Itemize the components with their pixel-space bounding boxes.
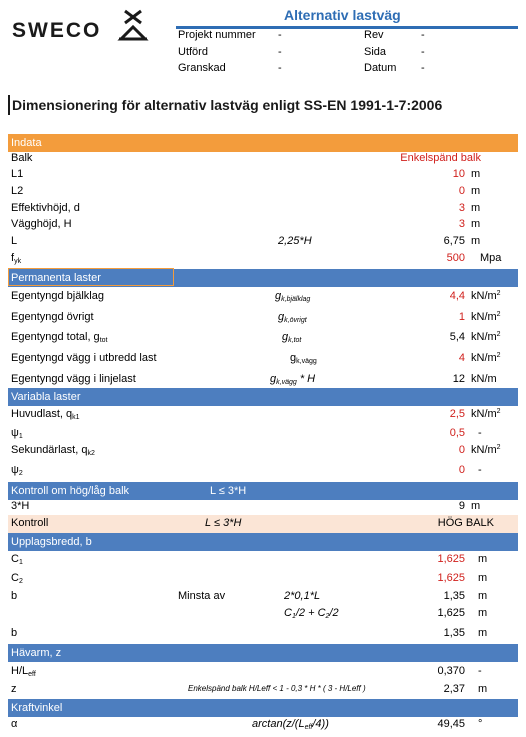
- havarm-1-unit: -: [478, 665, 482, 677]
- sweco-logo-text: SWECO: [12, 19, 102, 42]
- row-b-alt: [8, 607, 518, 625]
- row-perm-4: [8, 352, 518, 370]
- l-value: 6,75: [443, 235, 465, 247]
- b-formula-2: $C_1/2 + C_2/2$: [284, 607, 339, 620]
- d-label: Effektivhöjd, d: [11, 202, 80, 214]
- perm-5-symbol: $g_{k,vägg}$ * H: [270, 373, 316, 386]
- l1-unit: m: [471, 168, 481, 180]
- l2-unit: m: [471, 185, 481, 197]
- b-value-1: 1,35: [443, 590, 465, 602]
- header-label-datum: Datum: [364, 62, 397, 74]
- c1-label: $C_1$: [11, 553, 23, 566]
- perm-4-symbol: $g_{k,vägg}$: [290, 352, 317, 365]
- row-var-2: [8, 427, 518, 445]
- kontroll-2-value: HÖG BALK: [437, 517, 494, 529]
- header-label-utford: Utförd: [178, 46, 208, 58]
- row-b-result: [8, 627, 518, 645]
- row-l1: [8, 168, 518, 186]
- h-unit: m: [471, 218, 481, 230]
- b-min-label: Minsta av: [178, 590, 226, 602]
- section-kontroll: [8, 482, 518, 500]
- var-3-value: 0: [458, 444, 465, 456]
- header-label-projekt: Projekt nummer: [178, 29, 256, 41]
- section-indata-label: Indata: [11, 137, 42, 149]
- section-kontroll-condition: L ≤ 3*H: [210, 485, 247, 497]
- var-3-unit: $kN/m^2$: [471, 444, 501, 456]
- row-perm-1: [8, 290, 518, 308]
- row-perm-3: [8, 331, 518, 349]
- var-2-value: 0,5: [449, 427, 465, 439]
- var-1-unit: $kN/m^2$: [471, 408, 501, 420]
- balk-label: Balk: [11, 152, 33, 164]
- perm-1-symbol: $g_{k,bjälklag}$: [275, 290, 311, 303]
- doc-title: Alternativ lastväg: [284, 7, 401, 23]
- row-l: [8, 235, 518, 253]
- c1-unit: m: [478, 553, 488, 565]
- row-c1: [8, 553, 518, 571]
- c2-unit: m: [478, 572, 488, 584]
- l1-label: L1: [11, 168, 24, 180]
- section-permanenta-label: Permanenta laster: [11, 272, 101, 284]
- perm-5-value: 12: [452, 373, 465, 385]
- kontroll-2-label: Kontroll: [11, 517, 49, 529]
- header-value-rev: -: [421, 29, 425, 41]
- b-value-2: 1,625: [437, 607, 465, 619]
- perm-3-symbol: $g_{k,tot}$: [282, 331, 302, 344]
- fyk-unit: Mpa: [480, 252, 502, 264]
- kontroll-1-value: 9: [458, 500, 465, 512]
- main-title: Dimensionering för alternativ lastväg enligt SS-EN 1991-1-7:2006: [12, 97, 443, 113]
- section-indata: [8, 134, 518, 152]
- header-label-rev: Rev: [364, 29, 384, 41]
- perm-1-label: Egentyngd bjälklag: [11, 290, 104, 302]
- var-4-label: $\psi_2$: [11, 464, 23, 477]
- h-value: 3: [458, 218, 465, 230]
- section-variabla-label: Variabla laster: [11, 391, 81, 403]
- h-label: Vägghöjd, H: [11, 218, 72, 230]
- l2-label: L2: [11, 185, 24, 197]
- kraft-1-unit: °: [478, 718, 483, 730]
- c2-label: $C_2$: [11, 572, 23, 585]
- row-l2: [8, 185, 518, 203]
- l-formula: 2,25*H: [278, 235, 312, 247]
- perm-4-value: 4: [458, 352, 465, 364]
- header-label-sida: Sida: [364, 46, 387, 58]
- fyk-value: 500: [446, 252, 465, 264]
- c1-value: 1,625: [437, 553, 465, 565]
- perm-2-value: 1: [458, 311, 465, 323]
- havarm-2-formula: Enkelspänd balk H/Leff < 1 - 0,3 * H * ( 3 - H/Leff ): [188, 684, 366, 693]
- var-1-label: Huvudlast, $q_{k1}$: [11, 408, 80, 421]
- section-kraftvinkel: [8, 699, 518, 717]
- row-kontroll-2: [8, 515, 518, 533]
- var-4-value: 0: [458, 464, 465, 476]
- section-havarm-label: Hävarm, z: [11, 647, 62, 659]
- row-var-3: [8, 444, 518, 462]
- section-upplag-label: Upplagsbredd, b: [11, 536, 92, 548]
- fyk-label: $f_{yk}$: [11, 252, 22, 265]
- row-b: [8, 590, 518, 608]
- b-formula-1: 2*0,1*L: [284, 590, 321, 602]
- header-value-granskad: -: [278, 62, 282, 74]
- kontroll-1-label: 3*H: [11, 500, 30, 512]
- header-value-projekt: -: [278, 29, 282, 41]
- header-label-granskad: Granskad: [178, 62, 226, 74]
- row-c2: [8, 572, 518, 590]
- d-value: 3: [458, 202, 465, 214]
- l2-value: 0: [458, 185, 465, 197]
- kraft-1-label: α: [11, 718, 18, 730]
- l-unit: m: [471, 235, 481, 247]
- var-2-label: $\psi_1$: [11, 427, 23, 440]
- main-title-marker: [8, 95, 10, 115]
- perm-4-label: Egentyngd vägg i utbredd last: [11, 352, 157, 364]
- b-label: b: [11, 590, 18, 602]
- perm-2-unit: $kN/m^2$: [471, 311, 501, 323]
- row-kraft-1: [8, 718, 518, 736]
- row-havarm-1: [8, 665, 518, 683]
- kraft-1-formula: $\arctan(z/(L_{eff}/4))$: [252, 718, 329, 731]
- l1-value: 10: [452, 168, 465, 180]
- perm-2-symbol: $g_{k,övrigt}$: [278, 311, 307, 324]
- havarm-2-label: z: [11, 683, 17, 695]
- section-upplag: [8, 533, 518, 551]
- permanenta-highlight: [8, 268, 174, 286]
- row-var-1: [8, 408, 518, 426]
- b-result-label: b: [11, 627, 18, 639]
- balk-value: Enkelspänd balk: [400, 152, 481, 164]
- section-variabla: [8, 388, 518, 406]
- havarm-1-label: $H/L_{eff}$: [11, 665, 36, 678]
- var-2-unit: -: [478, 427, 482, 439]
- b-result-value: 1,35: [443, 627, 465, 639]
- perm-1-value: 4,4: [449, 290, 465, 302]
- havarm-2-value: 2,37: [443, 683, 465, 695]
- perm-3-unit: $kN/m^2$: [471, 331, 501, 343]
- havarm-2-unit: m: [478, 683, 488, 695]
- row-h: [8, 218, 518, 236]
- perm-5-label: Egentyngd vägg i linjelast: [11, 373, 136, 385]
- kontroll-1-unit: m: [471, 500, 481, 512]
- d-unit: m: [471, 202, 481, 214]
- perm-3-label: Egentyngd total, $g_{tot}$: [11, 331, 108, 344]
- kontroll-2-formula: L ≤ 3*H: [205, 517, 242, 529]
- perm-2-label: Egentyngd övrigt: [11, 311, 94, 323]
- header-value-datum: -: [421, 62, 425, 74]
- section-havarm: [8, 644, 518, 662]
- var-1-value: 2,5: [449, 408, 465, 420]
- b-unit-2: m: [478, 607, 488, 619]
- perm-1-unit: $kN/m^2$: [471, 290, 501, 302]
- header-value-sida: -: [421, 46, 425, 58]
- section-kontroll-label: Kontroll om hög/låg balk: [11, 485, 130, 497]
- perm-4-unit: $kN/m^2$: [471, 352, 501, 364]
- l-label: L: [11, 235, 18, 247]
- section-kraftvinkel-label: Kraftvinkel: [11, 702, 63, 714]
- c2-value: 1,625: [437, 572, 465, 584]
- row-perm-2: [8, 311, 518, 329]
- row-var-4: [8, 464, 518, 482]
- b-result-unit: m: [478, 627, 488, 639]
- var-4-unit: -: [478, 464, 482, 476]
- var-3-label: Sekundärlast, $q_{k2}$: [11, 444, 95, 457]
- kraft-1-value: 49,45: [437, 718, 465, 730]
- header-value-utford: -: [278, 46, 282, 58]
- sweco-logo-icon: [116, 7, 150, 41]
- perm-5-unit: kN/m: [471, 373, 497, 385]
- perm-3-value: 5,4: [449, 331, 465, 343]
- havarm-1-value: 0,370: [437, 665, 465, 677]
- b-unit-1: m: [478, 590, 488, 602]
